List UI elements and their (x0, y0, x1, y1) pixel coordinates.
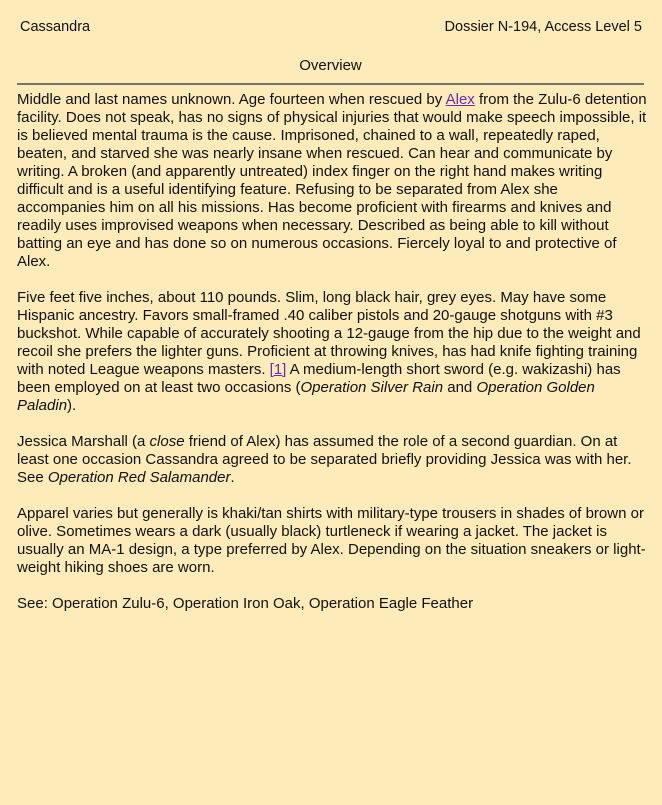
para1-text-b: from the Zulu-6 detention facility. Does not speak, has no signs of physical injuries that would make speech impossible, it is believed mental trauma is the cause. Imprisoned, chained to a wall, repeatedly raped, beaten, and starved she was nearly insane when rescued. Can hear and communicate by writing. A broken (and apparently untreated) index finger on the right hand makes writing difficult and is a useful identifying feature. Refusing to be separated from Alex she accompanies him on all his missions. Has become proficient with firearms and knives and readily uses improvised weapons when necessary. Described as being able to kill without batting an eye and has done so on numerous occasions. Fiercely loyal to and protective of Alex. (17, 91, 647, 270)
operation-red-salamander: Operation Red Salamander (47, 469, 231, 486)
subject-name: Cassandra (20, 19, 91, 35)
para2-text-a: Five feet five inches, about 110 pounds. Slim, long black hair, grey eyes. May have some Hispanic ancestry. Favors small-framed .40 caliber pistols and 20-gauge shotguns with #3 buckshot. While capable of accurately shooting a 12-gauge from the hip due to the weight and recoil she prefers the lighter guns. Proficient at throwing knives, has had knife fighting training with noted League weapons masters. (17, 289, 641, 378)
reference-link-1[interactable]: [1] (269, 361, 287, 378)
paragraph-background (17, 91, 647, 271)
divider (17, 83, 644, 85)
section-title: Overview (299, 57, 362, 74)
para2-text-d: ). (67, 397, 77, 414)
para2-text-b: A medium-length short sword (e.g. wakizashi) has been employed on at least two occasions ( (17, 361, 621, 396)
paragraph-description (17, 289, 647, 415)
page-header (20, 19, 642, 39)
operation-golden-paladin: Operation Golden Paladin (17, 379, 595, 414)
operation-silver-rain: Operation Silver Rain (300, 379, 444, 396)
para3-emphasis: close (149, 433, 185, 450)
dossier-body (17, 91, 647, 631)
para1-text-a: Middle and last names unknown. Age fourteen when rescued by (17, 91, 446, 108)
alex-link[interactable]: Alex (445, 91, 475, 108)
paragraph-guardian (17, 433, 647, 487)
dossier-label: Dossier N-194, Access Level 5 (444, 19, 642, 35)
para3-text-c: . (230, 469, 235, 486)
para2-text-c: and (443, 379, 477, 396)
para3-text-b: friend of Alex) has assumed the role of a second guardian. On at least one occasion Cassandra agreed to be separated briefly providing Jessica was with her. See (17, 433, 632, 486)
para3-text-a: Jessica Marshall (a (17, 433, 150, 450)
paragraph-apparel: Apparel varies but generally is khaki/tan shirts with military-type trousers in shades of brown or olive. Sometimes wears a dark (usually black) turtleneck if wearing a jacket. The jacket is usually an MA-1 design, a type preferred by Alex. Depending on the situation sneakers or light-weight hiking shoes are worn. (17, 505, 646, 576)
see-also: See: Operation Zulu-6, Operation Iron Oak, Operation Eagle Feather (17, 595, 474, 612)
